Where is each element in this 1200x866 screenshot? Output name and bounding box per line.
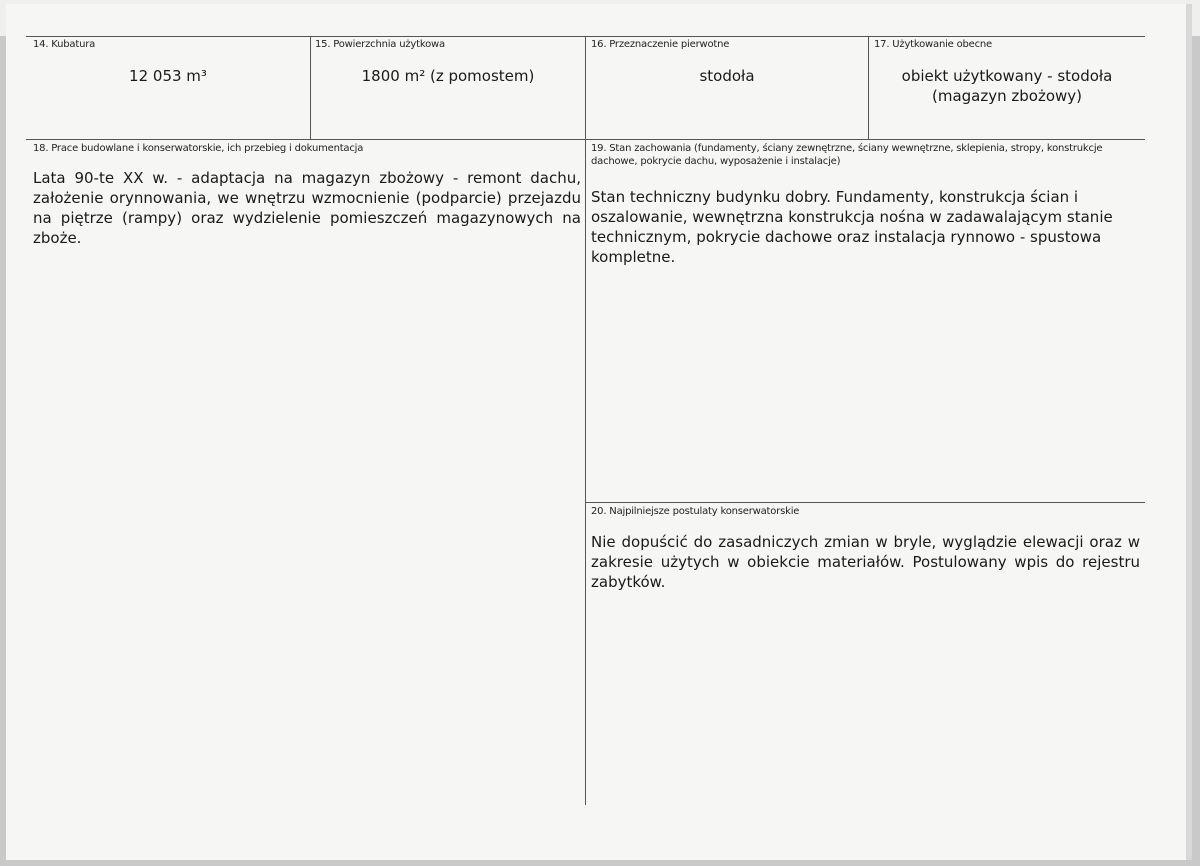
field-18-label: 18. Prace budowlane i konserwatorskie, ich przebieg i dokumentacja xyxy=(33,143,364,154)
field-17-value: obiekt użytkowany - stodoła (magazyn zbożowy) xyxy=(901,67,1113,105)
field-14-value: 12 053 m³ xyxy=(129,67,207,85)
field-20-value: Nie dopuścić do zasadniczych zmian w bryle, wyglądzie elewacji oraz w zakresie użytych w obiekcie materiałów. Postulowany wpis do rejestru zabytków. xyxy=(591,533,1140,591)
row-divider-20 xyxy=(585,502,1145,503)
field-15-label: 15. Powierzchnia użytkowa xyxy=(315,39,445,50)
field-19-label: 19. Stan zachowania (fundamenty, ściany zewnętrzne, ściany wewnętrzne, sklepienia, stropy, konstrukcje dachowe, pokrycie dachu, wyposażenie i instalacje) xyxy=(591,143,1103,167)
field-20-label: 20. Najpilniejsze postulaty konserwatorskie xyxy=(591,506,800,517)
col-divider-2 xyxy=(585,36,586,805)
col-divider-1 xyxy=(310,36,311,139)
field-19-value: Stan techniczny budynku dobry. Fundamenty, konstrukcja ścian i oszalowanie, wewnętrzna konstrukcja nośna w zadawalającym stanie technicznym, pokrycie dachowe oraz instalacja rynnowo - spustowa kompletne. xyxy=(591,188,1113,266)
col-divider-3 xyxy=(868,36,869,139)
field-16-value: stodoła xyxy=(699,67,755,85)
field-14-label: 14. Kubatura xyxy=(33,39,96,50)
field-16-label: 16. Przeznaczenie pierwotne xyxy=(591,39,730,50)
field-18-value: Lata 90-te XX w. - adaptacja na magazyn zbożowy - remont dachu, założenie orynnowania, we wnętrzu wzmocnienie (podparcie) przejazdu na piętrze (rampy) oraz wydzielenie pomieszczeń magazynowych na zboże. xyxy=(33,169,581,247)
field-15-value: 1800 m² (z pomostem) xyxy=(361,67,535,85)
field-17-label: 17. Użytkowanie obecne xyxy=(874,39,993,50)
record-card xyxy=(6,4,1192,860)
